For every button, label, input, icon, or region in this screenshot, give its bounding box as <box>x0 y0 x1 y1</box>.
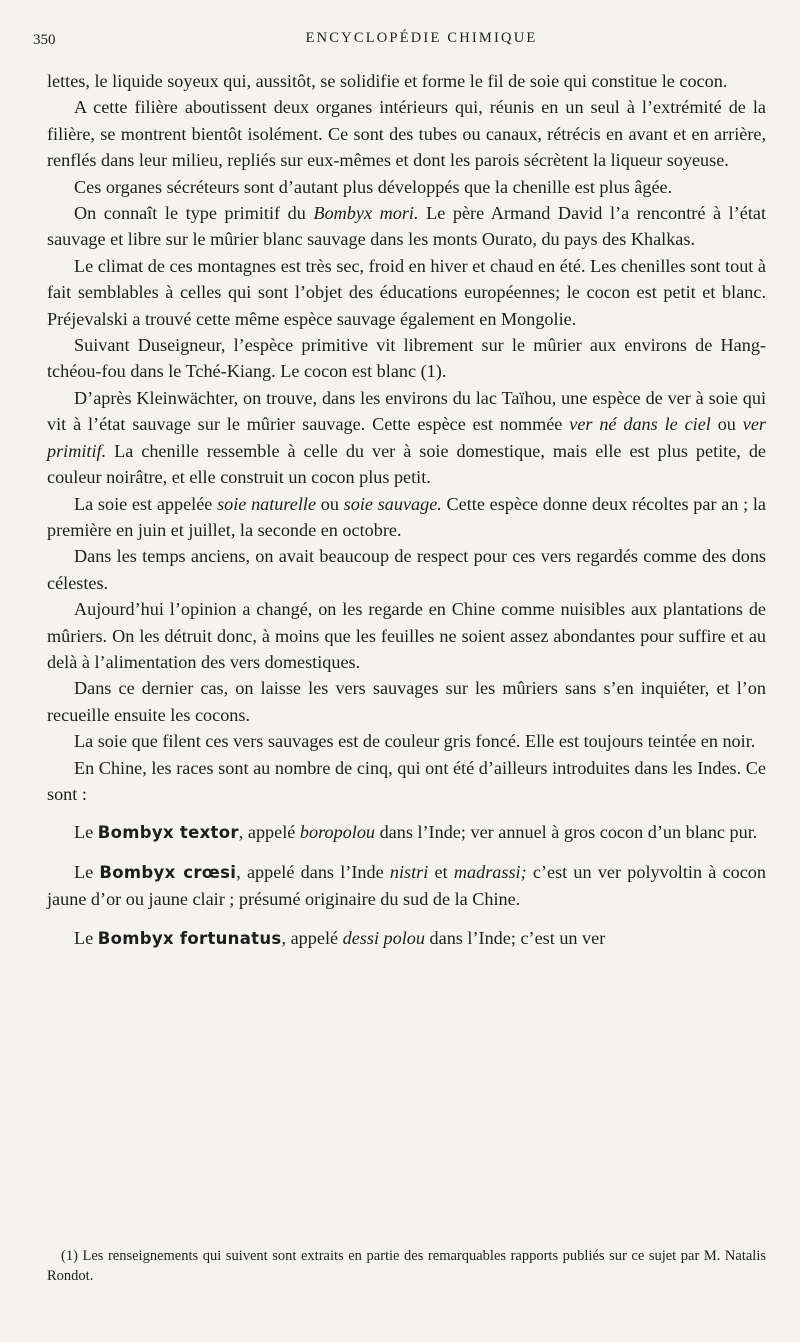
paragraph: Le climat de ces montagnes est très sec, froid en hiver et chaud en été. Les chenilles sont tout à fait semblables à celles qui sont l’objet des éducations européennes; le cocon est petit et blanc. Préjevalski a trouvé cette même espèce sauvage également en Mongolie. <box>47 255 766 329</box>
paragraph: Suivant Duseigneur, l’espèce primitive vit librement sur le mûrier aux environs de Hang-tchéou-fou dans le Tché-Kiang. Le cocon est blanc (1). <box>47 335 766 382</box>
paragraph: Ces organes sécréteurs sont d’autant plus développés que la chenille est plus âgée. <box>74 176 673 197</box>
species-name: Bombyx textor <box>97 823 239 843</box>
text-run: c’est un ver polyvoltin à cocon jaune d’or ou jaune clair ; présumé originaire du sud de la Chine. <box>47 861 766 910</box>
text-run: Le <box>74 822 98 843</box>
text-run: , appelé <box>281 927 343 948</box>
paragraph: La soie que filent ces vers sauvages est de couleur gris foncé. Elle est toujours teintée en noir. <box>74 731 756 752</box>
italic-term: ver primitif. <box>47 414 766 461</box>
running-title: ENCYCLOPÉDIE CHIMIQUE <box>305 30 538 46</box>
text-run: dans l’Inde; c’est un ver <box>424 927 606 948</box>
footnote <box>47 1246 766 1286</box>
text-run: Le père Armand David l’a rencontré à l’état sauvage et libre sur le mûrier blanc sauvage dans les monts Ourato, du pays des Khalkas. <box>47 203 766 250</box>
species-entry <box>47 859 766 913</box>
text-run: On connaît le type primitif du <box>74 203 314 224</box>
text-run: , appelé <box>238 822 300 843</box>
paragraph: A cette filière aboutissent deux organes intérieurs qui, réunis en un seul à l’extrémité de la filière, se montrent bientôt isolément. Ce sont des tubes ou canaux, rétrécis en avant et en arrière, renflés dans leur milieu, repliés sur eux-mêmes et dont les parois sécrètent la liqueur soyeuse. <box>47 97 766 171</box>
page-number: 350 <box>33 32 56 48</box>
text-run: Le <box>74 861 100 882</box>
species-name: Bombyx crœsi <box>99 862 237 882</box>
italic-term: soie naturelle <box>217 493 317 514</box>
paragraph: Dans les temps anciens, on avait beaucoup de respect pour ces vers regardés comme des dons célestes. <box>47 546 766 593</box>
text-run: La soie est appelée <box>74 493 218 514</box>
paragraph: Dans ce dernier cas, on laisse les vers sauvages sur les mûriers sans s’en inquiéter, et l’on recueille ensuite les cocons. <box>47 678 766 725</box>
italic-term: soie sauvage. <box>343 493 442 514</box>
text-run: Le <box>74 927 98 948</box>
paragraph: En Chine, les races sont au nombre de cinq, qui ont été d’ailleurs introduites dans les Indes. Ce sont : <box>47 757 766 804</box>
italic-term: Bombyx mori. <box>313 203 419 224</box>
paragraph <box>47 491 766 544</box>
species-name: Bombyx fortunatus <box>97 928 282 948</box>
species-entry <box>47 819 766 846</box>
italic-term: madrassi; <box>453 861 527 882</box>
paragraph: lettes, le liquide soyeux qui, aussitôt, se solidifie et forme le fil de soie qui constitue le cocon. <box>47 71 728 91</box>
species-entry <box>47 925 766 952</box>
text-run: ou <box>710 414 743 435</box>
paragraph <box>47 385 766 491</box>
text-run: D’après Kleinwächter, on trouve, dans les environs du lac Taïhou, une espèce de ver à soie qui vit à l’état sauvage sur le mûrier sauvage. Cette espèce est nommée <box>47 387 766 435</box>
italic-term: boropolou <box>299 822 376 843</box>
text-run: La chenille ressemble à celle du ver à soie domestique, mais elle est plus petite, de couleur noirâtre, et elle construit un cocon plus petit. <box>47 440 766 488</box>
italic-term: dessi polou <box>342 927 425 948</box>
italic-term: ver né dans le ciel <box>569 414 711 435</box>
body-text <box>47 68 766 952</box>
paragraph <box>47 200 766 253</box>
text-run: dans l’Inde; ver annuel à gros cocon d’un blanc pur. <box>375 822 758 843</box>
text-run: ou <box>316 493 344 514</box>
page-header <box>33 30 766 54</box>
text-run: et <box>428 861 454 882</box>
footnote-text: (1) Les renseignements qui suivent sont extraits en partie des remarquables rapports publiés sur ce sujet par M. Natalis Rondot. <box>47 1248 766 1284</box>
paragraph: Aujourd’hui l’opinion a changé, on les regarde en Chine comme nuisibles aux plantations de mûriers. On les détruit donc, à moins que les feuilles ne soient assez abondantes pour suffire et au delà à l’alimentation des vers domestiques. <box>47 599 766 672</box>
text-run: , appelé dans l’Inde <box>236 861 390 882</box>
italic-term: nistri <box>389 861 429 882</box>
text-run: Cette espèce donne deux récoltes par an ; la première en juin et juillet, la seconde en octobre. <box>47 493 766 540</box>
